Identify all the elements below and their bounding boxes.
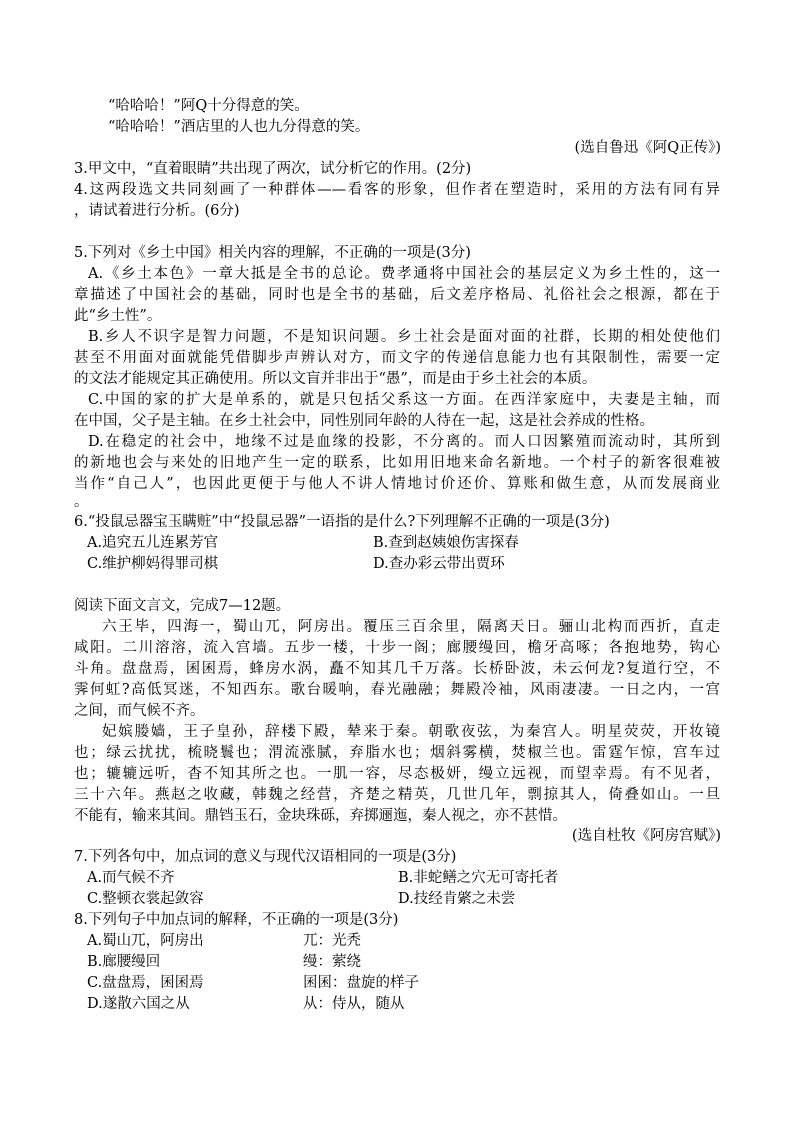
passage-line: 之间，而气候不齐。 (74, 703, 205, 719)
question-3: 3.甲文中，“直着眼睛”共出现了两次，试分析它的作用。(2分) (74, 161, 472, 177)
passage-line: 也；辘辘远听，杳不知其所之也。一肌一容，尽态极妍，缦立远视，而望幸焉。有不见者， (74, 766, 720, 782)
q6-option-a: A.追究五儿连累芳官 (87, 535, 219, 551)
q5-option-d-line: D.在稳定的社会中，地缘不过是血缘的投影，不分离的。而人口因繁殖而流动时，其所到 (88, 434, 720, 450)
q5-option-c-line: C.中国的家的扩大是单系的，就是只包括父系这一方面。在西洋家庭中，夫妻是主轴，而 (88, 392, 720, 408)
q6-option-d: D.查办彩云带出贾环 (373, 556, 505, 572)
q8-row-sentence: A.蜀山兀，阿房出 (87, 933, 204, 949)
q5-option-a-line: 此“乡土性”。 (74, 308, 162, 324)
question-8-stem: 8.下列句子中加点词的解释，不正确的一项是(3分) (74, 912, 399, 928)
q7-option-c: C.整顿衣裳起敛容 (87, 891, 204, 907)
passage-line: 妃嫔媵嫱，王子皇孙，辞楼下殿，辇来于秦。朝歌夜弦，为秦宫人。明星荧荧，开妆镜 (102, 724, 720, 740)
q8-row-sentence: B.廊腰缦回 (87, 954, 161, 970)
q8-row-gloss: 从：侍从，随从 (303, 996, 405, 1012)
passage-source: (选自杜牧《阿房宫赋》) (571, 828, 721, 844)
q8-row-sentence: C.盘盘焉，囷囷焉 (87, 975, 204, 991)
q5-option-c-line: 在中国，父子是主轴。在乡土社会中，同性别同年龄的人待在一起，这是社会养成的性格。 (74, 413, 654, 429)
q5-option-d-line: 当作“自己人”，也因此更便于与他人不讲人情地讨价还价、算账和做生意，从而发展商业 (74, 476, 720, 492)
excerpt-line: “哈哈哈！”阿Q十分得意的笑。 (108, 98, 309, 114)
q5-option-b-line: B.乡人不识字是智力问题，不是知识问题。乡土社会是面对面的社群，长期的相处使他们 (88, 329, 720, 345)
excerpt-source: (选自鲁迅《阿Q正传》) (574, 140, 721, 156)
q5-option-a-line: A.《乡土本色》一章大抵是全书的总论。费孝通将中国社会的基层定义为乡土性的，这一 (88, 266, 720, 282)
passage-line: 霁何虹?高低冥迷，不知西东。歌台暖响，春光融融；舞殿冷袖，风雨凄凄。一日之内，一宫 (74, 682, 720, 698)
passage-line: 斗角。盘盘焉，囷囷焉，蜂房水涡，矗不知其几千万落。长桥卧波，未云何龙?复道行空，不 (74, 661, 720, 677)
reading-intro: 阅读下面文言文，完成7—12题。 (74, 598, 291, 614)
q7-option-b: B.非蛇鳝之穴无可寄托者 (398, 870, 559, 886)
q8-row-sentence: D.遂散六国之从 (87, 996, 190, 1012)
q6-option-b: B.查到赵姨娘伤害探春 (373, 535, 519, 551)
q6-option-c: C.维护柳妈得罪司棋 (87, 556, 219, 572)
question-7-stem: 7.下列各句中，加点词的意义与现代汉语相同的一项是(3分) (74, 849, 457, 865)
q8-row-gloss: 囷囷：盘旋的样子 (303, 975, 419, 991)
passage-line: 咸阳。二川溶溶，流入宫墙。五步一楼，十步一阁；廊腰缦回，檐牙高啄；各抱地势，钩心 (74, 640, 720, 656)
q5-option-b-line: 的文法才能规定其正确使用。所以文盲并非出于“愚”，而是由于乡土社会的本质。 (74, 371, 597, 387)
question-6-stem: 6.“投鼠忌器宝玉瞒赃”中“投鼠忌器”一语指的是什么?下列理解不正确的一项是(3分) (74, 514, 610, 530)
passage-line: 不能有，输来其间。鼎铛玉石，金块珠砾，弃掷逦迤，秦人视之，亦不甚惜。 (74, 808, 567, 824)
q8-row-gloss: 缦：萦绕 (303, 954, 361, 970)
q5-option-d-line: 。 (74, 494, 89, 510)
passage-line: 也；绿云扰扰，梳晓鬟也；渭流涨腻，弃脂水也；烟斜雾横，焚椒兰也。雷霆乍惊，宫车过 (74, 745, 720, 761)
excerpt-line: “哈哈哈！”酒店里的人也九分得意的笑。 (108, 119, 370, 135)
passage-line: 三十六年。燕赵之收藏，韩魏之经营，齐楚之精英，几世几年，剽掠其人，倚叠如山。一旦 (74, 787, 720, 803)
question-4-line: 4.这两段选文共同刻画了一种群体——看客的形象，但作者在塑造时，采用的方法有同有异 (74, 182, 720, 198)
q5-option-b-line: 甚至不用面对面就能凭借脚步声辨认对方，而文字的传递信息能力也有其限制性，需要一定 (74, 350, 720, 366)
q7-option-d: D.技经肯綮之未尝 (398, 891, 516, 907)
q5-option-d-line: 的新地也会与来处的旧地产生一定的联系，比如用旧地来命名新地。一个村子的新客很难被 (74, 455, 720, 471)
q5-option-a-line: 章描述了中国社会的基础，同时也是全书的基础，后文差序格局、礼俗社会之根源，都在于 (74, 287, 720, 303)
passage-line: 六王毕，四海一，蜀山兀，阿房出。覆压三百余里，隔离天日。骊山北构而西折，直走 (102, 619, 720, 635)
q8-row-gloss: 兀：光秃 (303, 933, 361, 949)
q7-option-a: A.而气候不齐 (87, 870, 175, 886)
question-5-stem: 5.下列对《乡土中国》相关内容的理解，不正确的一项是(3分) (74, 245, 471, 261)
question-4-line: ，请试着进行分析。(6分) (74, 203, 240, 219)
